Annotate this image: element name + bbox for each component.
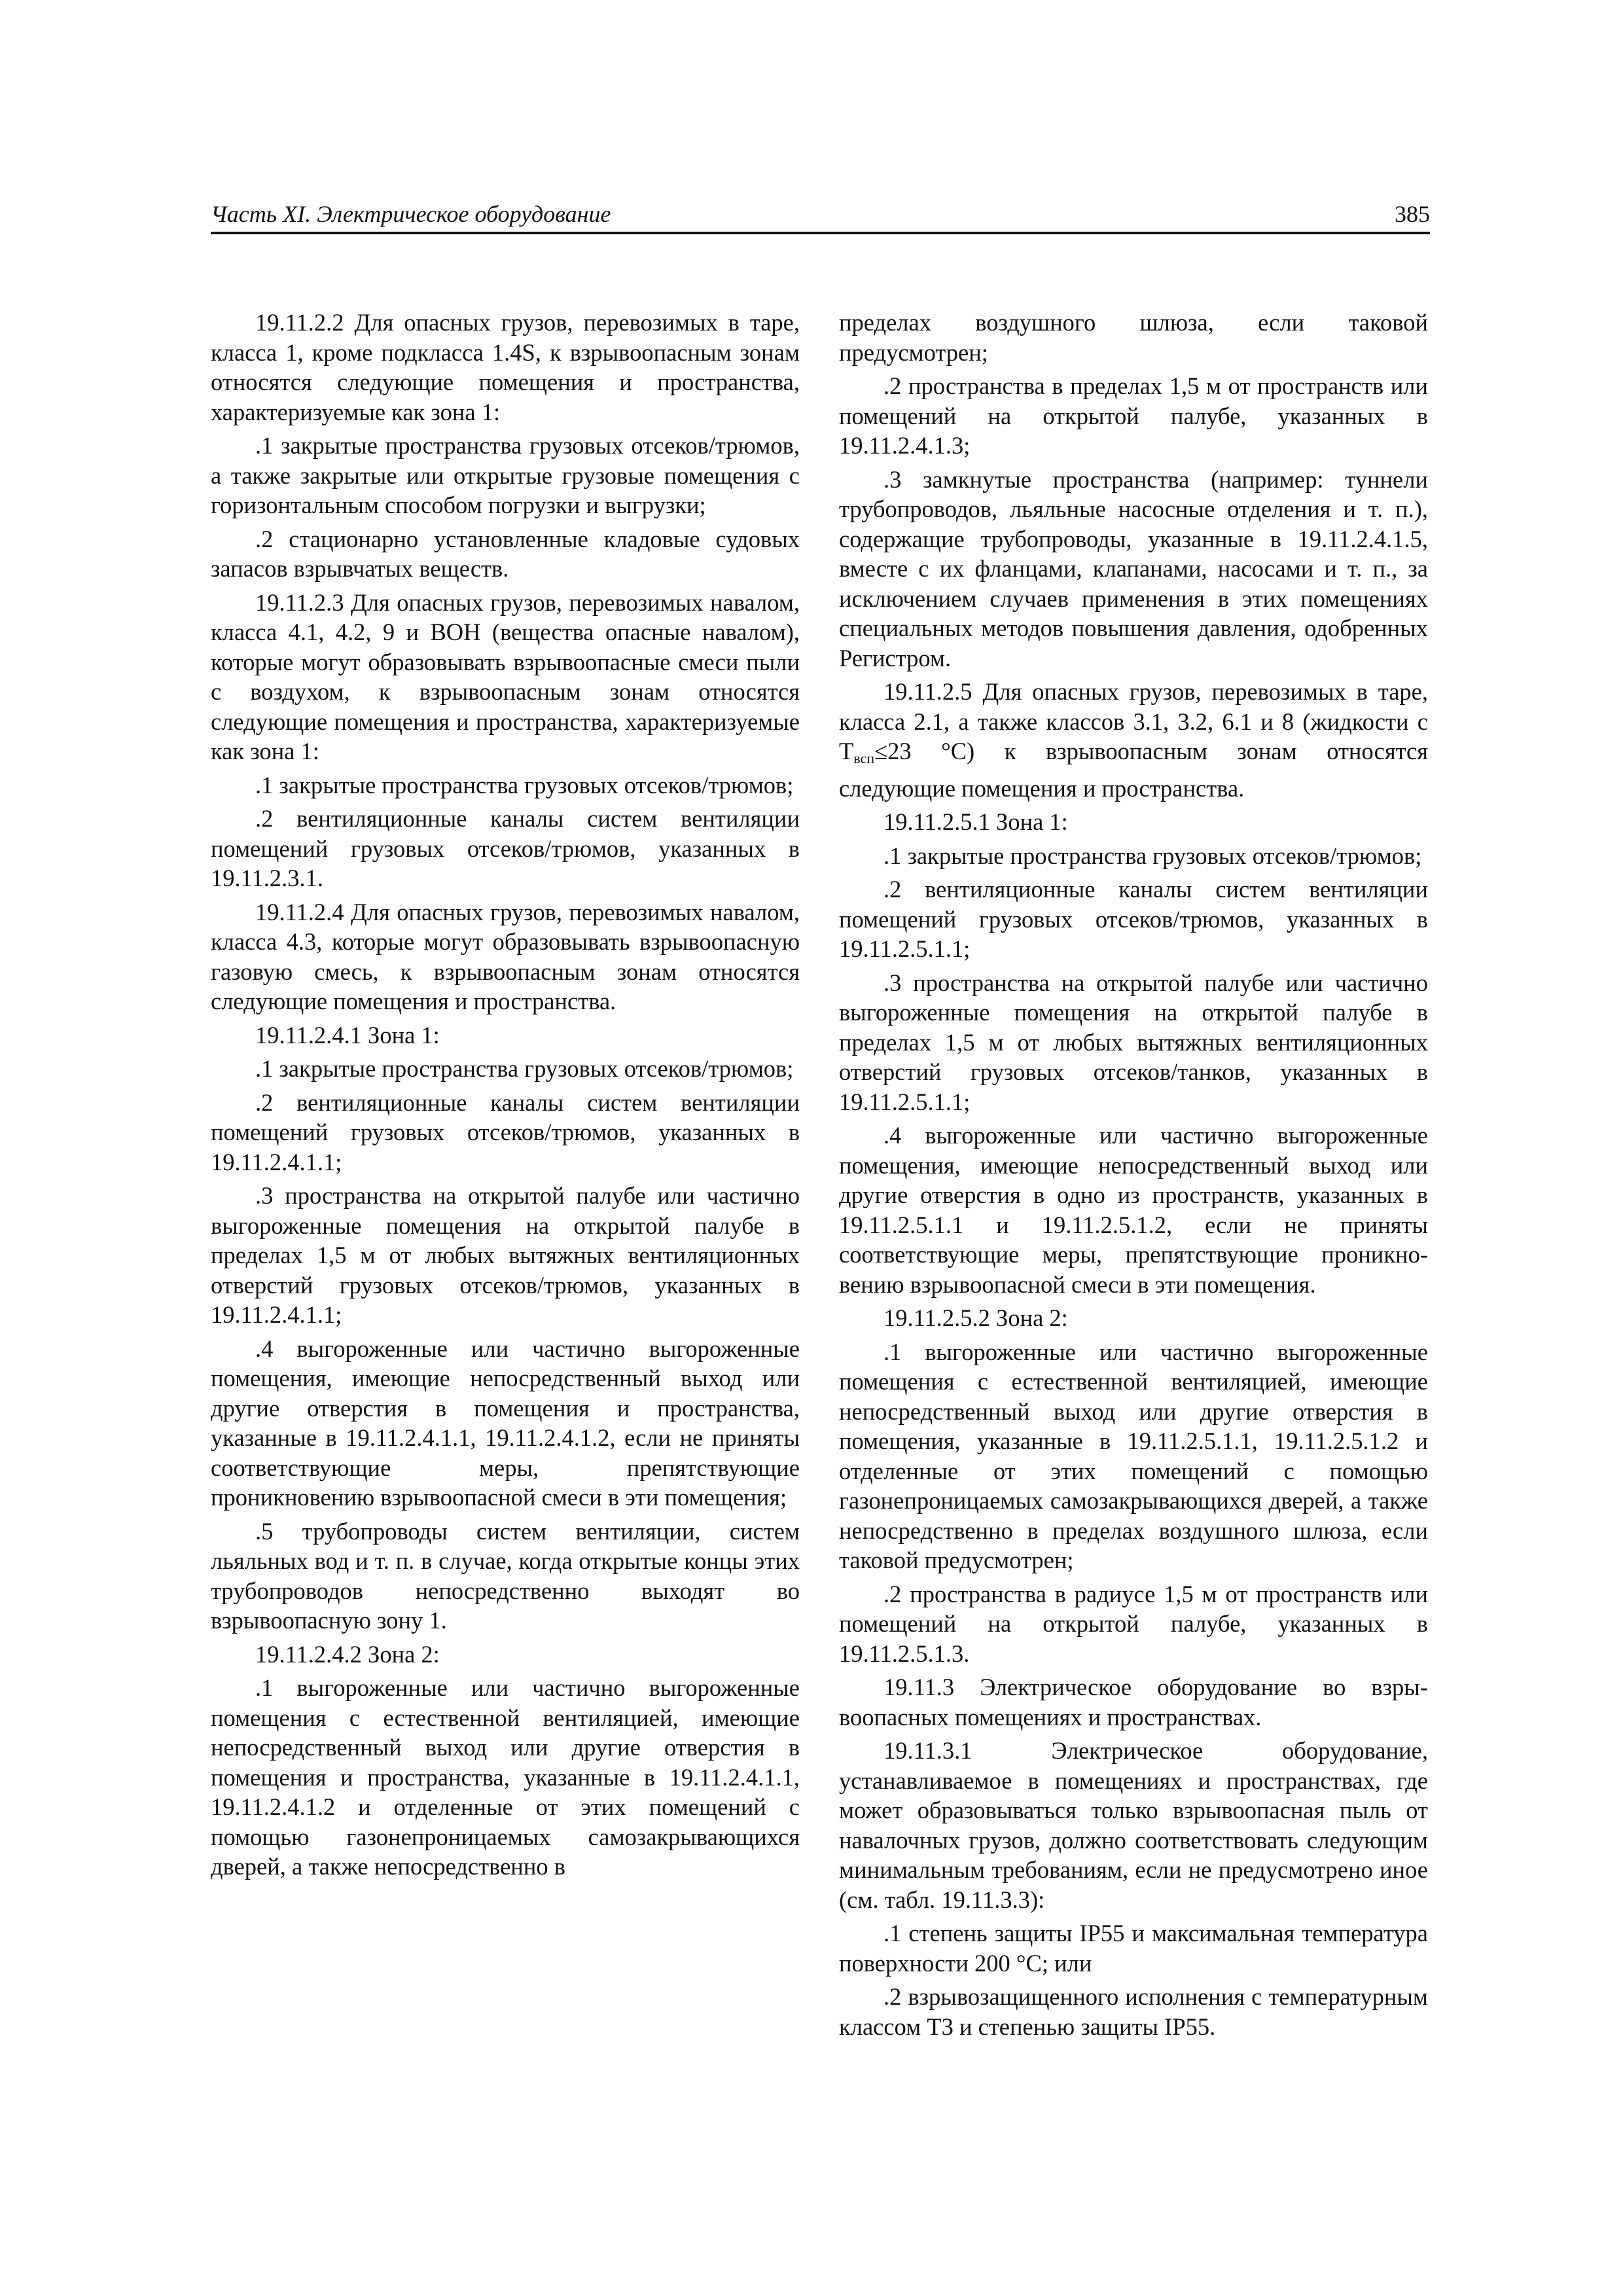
paragraph [839,465,1428,673]
paragraph-text: Для опасных грузов, перевозимых в таре, класса 2.1, а также классов 3.1, 3.2, 6.1 и 8 (жидкости с T [839,678,1428,764]
paragraph [839,1579,1428,1669]
paragraph-text: закрытые пространства грузовых отсеков/трюмов; [273,771,794,798]
paragraph [839,807,1428,837]
paragraph-text: пространства на открытой палубе или частично выгороженные помещения на открытой палубе в пределах 1,5 м от любых вытяжных вентиляционных отверстий грузовых отсеков/трюмов, указанных в 19.11.2.4.1.1; [211,1182,800,1328]
paragraph [839,1672,1428,1732]
clause-number: .2 [883,372,902,399]
right-column [839,308,1428,2045]
paragraph-text: Электрическое оборудование, устанавливаемое в помещениях и пространствах, где может образовываться только взрывоопасная пыль от навалочных грузов, должно соответствовать следующим минимальным требованиям, если не предусмотрено иное (см. табл. 19.11.3.3): [839,1737,1428,1913]
paragraph-text: закрытые пространства грузовых отсеков/трюмов, а также закрытые или открытые грузовые помещения с горизонтальным способом погрузки и выгрузки; [211,432,800,518]
paragraph [211,524,800,584]
clause-number: .2 [255,805,274,832]
paragraph [211,1054,800,1084]
clause-number: 19.11.2.4.1 [255,1021,362,1049]
paragraph [211,588,800,766]
paragraph-text: закрытые пространства грузовых отсеков/трюмов; [901,842,1422,869]
paragraph [211,431,800,520]
paragraph [211,1020,800,1050]
paragraph [839,1982,1428,2041]
paragraph-text: выгороженные или частично выгороженные помещения, имеющие непосредственный выход или другие отверстия в помещения и пространства, указанные в 19.11.2.4.1.1, 19.11.2.4.1.2, если не приняты соответствующие меры, препятствующие проникновению взрывоопасной смеси в эти помещения; [211,1335,800,1511]
paragraph [839,1918,1428,1978]
paragraph-text: вентиляционные каналы систем вентиляции помещений грузовых отсеков/трюмов, указанных в 19.11.2.3.1. [211,805,800,891]
paragraph [839,1736,1428,1914]
clause-number: 19.11.2.5.1 [883,808,990,835]
clause-number: 19.11.2.4 [255,898,344,925]
paragraph-text: Электрическое оборудование во взрывоопасных помещениях и пространствах. [839,1674,1428,1731]
page-number: 385 [1395,201,1430,227]
clause-number: .1 [883,1338,902,1365]
clause-number: .2 [883,876,902,903]
paragraph [839,1121,1428,1299]
paragraph-text: Зона 2: [990,1304,1068,1331]
left-column [211,308,800,1886]
paragraph-text: пространства в пределах 1,5 м от пространств или помещений на открытой палубе, указанных в 19.11.2.4.1.3; [839,372,1428,459]
running-header [211,194,1430,234]
clause-number: .1 [255,432,274,459]
clause-number: .1 [255,771,274,798]
clause-number: .1 [255,1674,274,1701]
clause-number: .2 [883,1580,902,1607]
paragraph-text: Зона 2: [361,1640,440,1668]
clause-number: .3 [883,465,902,493]
paragraph [211,1673,800,1882]
paragraph [211,1088,800,1177]
clause-number: .3 [883,969,902,996]
paragraph-text: пространства в радиусе 1,5 м от пространств или помещений на открытой палубе, указанных в 19.11.2.5.1.3. [839,1580,1428,1667]
paragraph [839,677,1428,803]
clause-number: 19.11.2.3 [255,588,344,616]
paragraph [839,371,1428,461]
paragraph [211,308,800,427]
paragraph-text: замкнутые пространства (например: туннели трубопроводов, льяльные насосные отделения и т. п.), содержащие трубопроводы, указанные в 19.11.2.4.1.5, вместе с их фланцами, клапанами, насосами и т. п., за исключением случаев применения в этих помещениях специальных методов повышения давления, одобренных Регистром. [839,465,1428,672]
paragraph [839,874,1428,964]
clause-number: .2 [883,1983,902,2010]
paragraph-text: закрытые пространства грузовых отсеков/трюмов; [273,1055,794,1082]
paragraph [211,770,800,800]
clause-number: .2 [255,525,274,552]
section-title: Часть XI. Электрическое оборудование [211,201,611,227]
clause-number: .4 [255,1335,274,1362]
paragraph-text: степень защиты IP55 и максимальная температура поверхности 200 °С; или [839,1920,1428,1977]
clause-number: 19.11.2.2 [255,309,344,336]
paragraph-text-tail: ≤23 °С) к взрывоопасным зонам относятся следующие помещения и пространства. [839,738,1428,802]
clause-number: .5 [255,1517,274,1545]
paragraph [839,1303,1428,1333]
paragraph [839,1337,1428,1575]
paragraph [211,897,800,1016]
paragraph-text: выгороженные или частично выгороженные помещения, имеющие непосредственный выход или другие отверстия в одно из пространств, указанных в 19.11.2.5.1.1 и 19.11.2.5.1.2, если не приняты соответствующие меры, препятствующие проникновению взрывоопасной смеси в эти помещения. [839,1122,1428,1298]
clause-number: .1 [883,1920,902,1946]
clause-number: 19.11.2.4.2 [255,1640,362,1668]
paragraph-text: выгороженные или частично выгороженные помещения с естественной вентиляцией, имеющие непосредственный выход или другие отверстия в помещения, указанные в 19.11.2.5.1.1, 19.11.2.5.1.2 и отделенные от этих помещений с помощью газонепроницаемых самозакрывающихся дверей, а также непосредственно в пределах воздушного шлюза, если таковой предусмотрен; [839,1338,1428,1573]
clause-number: .4 [883,1122,902,1149]
paragraph-text: Для опасных грузов, перевозимых в таре, класса 1, кроме подкласса 1.4S, к взрывоопасным зонам относятся следующие помещения и пространства, характеризуемые как зона 1: [211,309,800,425]
paragraph-text: Для опасных грузов, перевозимых навалом, класса 4.1, 4.2, 9 и ВОН (вещества опасные навалом), которые могут образовывать взрывоопасные смеси пыли с воздухом, к взрывоопасным зонам относятся следующие помещения и пространства, характеризуемые как зона 1: [211,588,800,764]
paragraph [211,1516,800,1636]
paragraph-text: Для опасных грузов, перевозимых навалом, класса 4.3, которые могут образовывать взрывоопасную газовую смесь, к взрывоопасным зонам относятся следующие помещения и пространства. [211,898,800,1014]
clause-number: .3 [255,1182,274,1209]
paragraph-text: пределах воздушного шлюза, если таковой предусмотрен; [839,309,1428,366]
paragraph [839,968,1428,1117]
clause-number: .1 [255,1055,274,1082]
clause-number: .2 [255,1088,274,1116]
paragraph [211,1640,800,1670]
clause-number: 19.11.3 [883,1674,955,1700]
paragraph-text: трубопроводы систем вентиляции, систем льяльных вод и т. п. в случае, когда открытые концы этих трубопроводов непосредственно выходят во взрывоопасную зону 1. [211,1517,800,1634]
paragraph-text: взрывозащищенного исполнения с температурным классом Т3 и степенью защиты IP55. [839,1983,1428,2040]
paragraph [839,841,1428,871]
subscript: всп [853,750,875,766]
paragraph-text: стационарно установленные кладовые судовых запасов взрывчатых веществ. [211,525,800,582]
paragraph [211,804,800,893]
clause-number: 19.11.3.1 [883,1737,972,1764]
clause-number: .1 [883,842,902,869]
paragraph-text: вентиляционные каналы систем вентиляции помещений грузовых отсеков/трюмов, указанных в 19.11.2.5.1.1; [839,876,1428,962]
paragraph-text: Зона 1: [361,1021,440,1049]
paragraph [839,308,1428,367]
paragraph-text: пространства на открытой палубе или частично выгороженные помещения на открытой палубе в пределах 1,5 м от любых вытяжных вентиляционных отверстий грузовых отсеков/танков, указанных в 19.11.2.5.1.1; [839,969,1428,1115]
clause-number: 19.11.2.5 [883,678,972,705]
paragraph [211,1334,800,1513]
paragraph-text: выгороженные или частично выгороженные помещения с естественной вентиляцией, имеющие непосредственный выход или другие отверстия в помещения и пространства, указанные в 19.11.2.4.1.1, 19.11.2.4.1.2 и отделенные от этих помещений с помощью газонепроницаемых самозакрывающихся дверей, а также непосредственно в [211,1674,800,1880]
clause-number: 19.11.2.5.2 [883,1304,990,1331]
paragraph [211,1181,800,1330]
paragraph-text: Зона 1: [990,808,1068,835]
paragraph-text: вентиляционные каналы систем вентиляции помещений грузовых отсеков/трюмов, указанных в 19.11.2.4.1.1; [211,1088,800,1175]
